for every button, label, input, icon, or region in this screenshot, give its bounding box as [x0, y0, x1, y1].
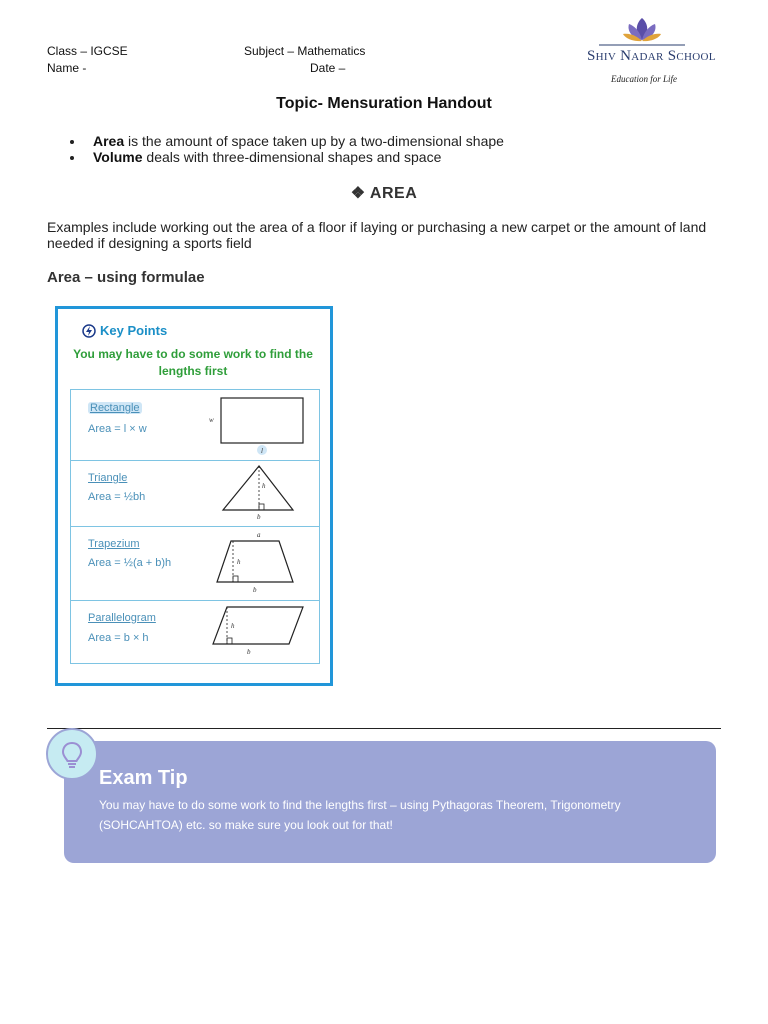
shape-name: Triangle — [88, 472, 128, 484]
subject-label: Subject – Mathematics — [244, 44, 366, 58]
width-label: w — [209, 416, 214, 424]
school-name: Shiv Nadar School — [587, 48, 716, 64]
bullet-icon — [70, 140, 74, 144]
height-label: h — [237, 558, 241, 566]
table-row — [71, 390, 319, 461]
base-label: b — [247, 648, 251, 656]
base-label: b — [257, 513, 261, 521]
class-label: Class – IGCSE — [47, 44, 128, 58]
bullet-text: deals with three-dimensional shapes and space — [142, 149, 442, 165]
name-label: Name - — [47, 61, 87, 75]
base-label: b — [253, 586, 257, 594]
list-item — [70, 149, 442, 165]
lightning-icon — [82, 324, 96, 338]
table-row — [71, 526, 319, 601]
lotus-icon — [585, 12, 700, 46]
trapezium-diagram — [207, 526, 317, 600]
height-label: h — [231, 622, 235, 630]
table-row — [71, 600, 319, 662]
top-label: a — [257, 531, 261, 539]
shape-formula: Area = l × w — [88, 423, 147, 435]
bullet-icon — [70, 156, 74, 160]
exam-tip-title: Exam Tip — [99, 767, 188, 789]
exam-tip-text: You may have to do some work to find the lengths first – using Pythagoras Theorem, Trigonometry (SOHCAHTOA) etc. so make sure you look out for that! — [99, 798, 621, 832]
bullet-term: Area — [93, 133, 125, 149]
page-title: Topic- Mensuration Handout — [276, 95, 492, 112]
section-heading: ❖ AREA — [350, 185, 418, 202]
divider — [47, 728, 721, 729]
lightbulb-icon — [46, 728, 98, 780]
subheading: Area – using formulae — [47, 269, 205, 286]
shape-formula: Area = ½bh — [88, 491, 146, 503]
table-row — [71, 460, 319, 527]
shape-formula: Area = b × h — [88, 632, 149, 644]
school-tagline: Education for Life — [611, 74, 677, 84]
rectangle-diagram — [207, 392, 317, 456]
formula-table — [70, 389, 320, 664]
key-points-box — [55, 306, 333, 686]
shape-formula: Area = ½(a + b)h — [88, 557, 172, 569]
shape-name: Trapezium — [88, 538, 140, 550]
school-logo — [585, 12, 716, 88]
intro-paragraph: Examples include working out the area of a floor if laying or purchasing a new carpet or the amount of land needed if designing a sports field — [47, 219, 707, 251]
length-label: l — [261, 447, 263, 455]
bullet-term: Volume — [93, 149, 143, 165]
date-label: Date – — [310, 61, 346, 75]
shape-name: Rectangle — [90, 402, 140, 414]
parallelogram-diagram — [207, 600, 317, 664]
height-label: h — [262, 482, 266, 490]
bullet-text: is the amount of space taken up by a two-dimensional shape — [124, 133, 504, 149]
key-points-subtitle: You may have to do some work to find the lengths first — [73, 347, 313, 378]
triangle-diagram — [207, 460, 317, 524]
shape-name: Parallelogram — [88, 612, 156, 624]
key-points-title: Key Points — [100, 323, 168, 338]
list-item — [70, 133, 504, 149]
exam-tip-card — [64, 741, 716, 863]
